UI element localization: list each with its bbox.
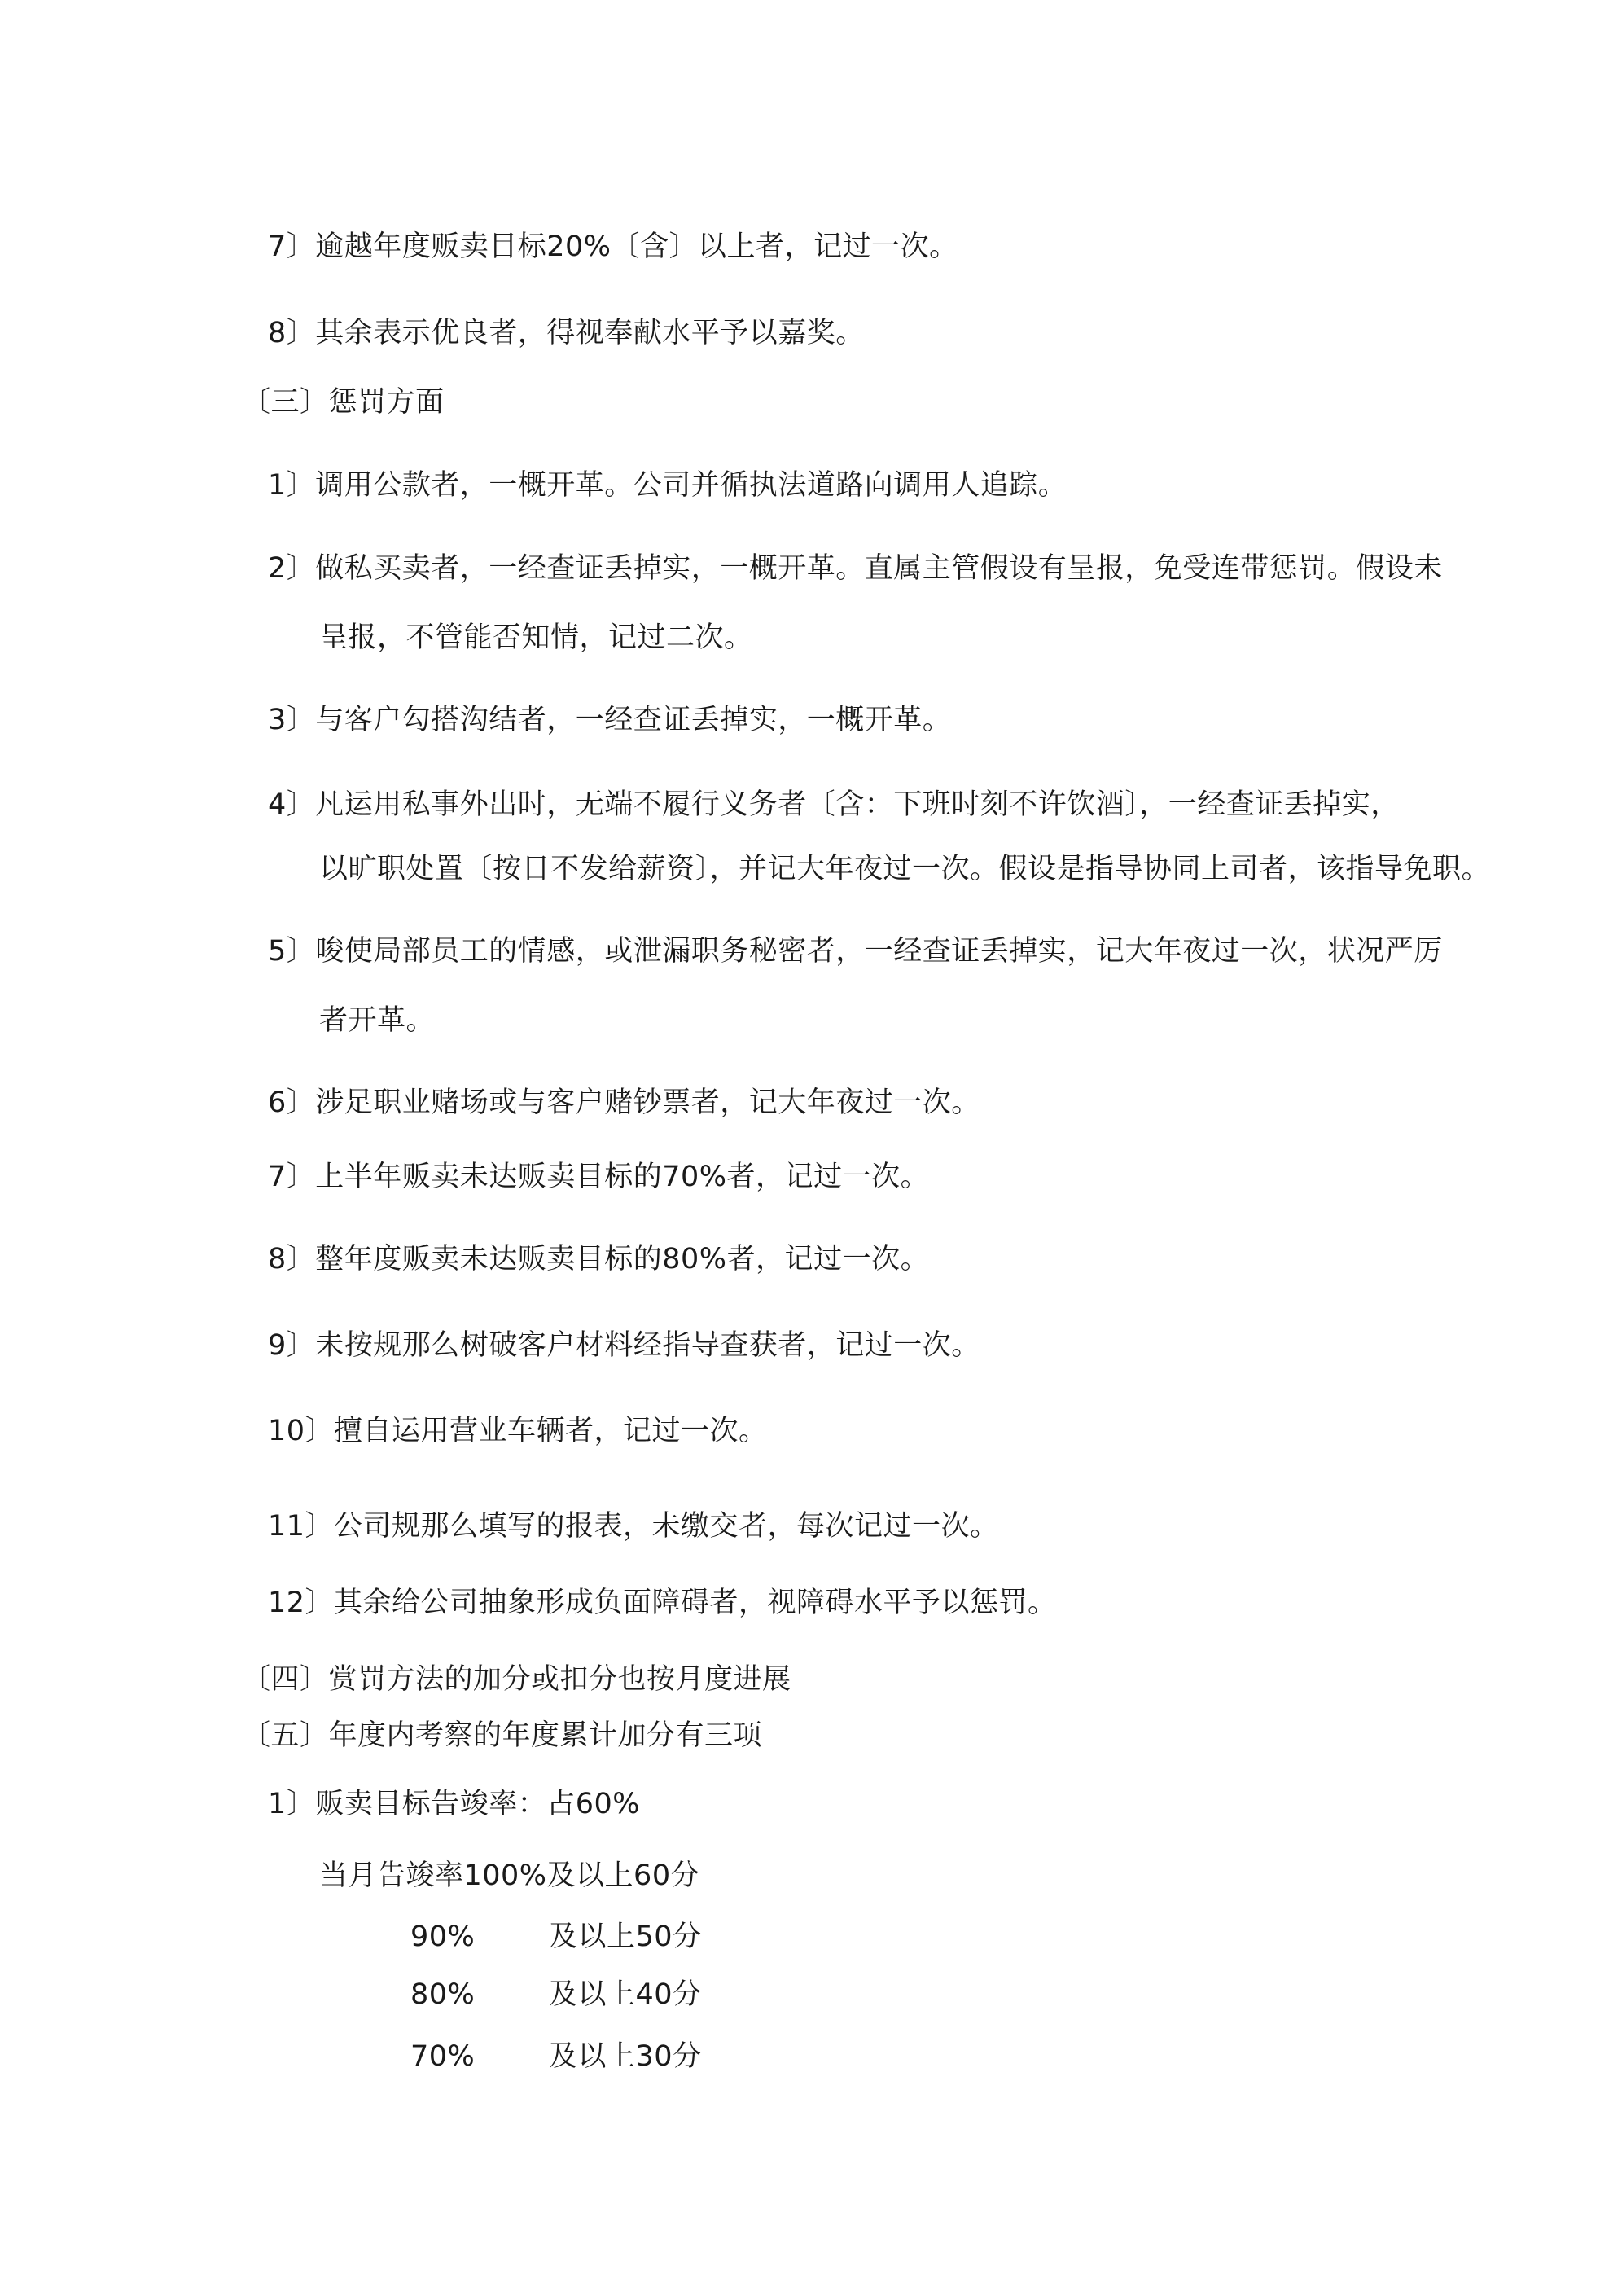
score-table-rate: 90% — [410, 1921, 476, 1953]
penalty-item-2: 2〕做私买卖者，一经查证丢掉实，一概开革。直属主管假设有呈报，免受连带惩罚。假设未 — [268, 552, 1443, 585]
score-table-score: 及以上50分 — [549, 1921, 702, 1953]
penalty-item-2-continued: 呈报，不管能否知情，记过二次。 — [319, 621, 753, 654]
penalty-item-11: 11〕公司规那么填写的报表，未缴交者，每次记过一次。 — [268, 1510, 999, 1543]
score-table-score: 及以上40分 — [549, 1978, 702, 2011]
section-heading-monthly-scoring: 〔四〕赏罚方法的加分或扣分也按月度进展 — [242, 1663, 791, 1696]
penalty-item-10: 10〕擅自运用营业车辆者，记过一次。 — [268, 1415, 768, 1447]
penalty-item-5: 5〕唆使局部员工的情感，或泄漏职务秘密者，一经查证丢掉实，记大年夜过一次，状况严厉 — [268, 935, 1443, 968]
penalty-item-9: 9〕未按规那么树破客户材料经指导查获者，记过一次。 — [268, 1329, 980, 1362]
score-table-rate: 80% — [410, 1978, 476, 2011]
penalty-item-1: 1〕调用公款者，一概开革。公司并循执法道路向调用人追踪。 — [268, 469, 1067, 502]
score-table-rate: 70% — [410, 2040, 476, 2073]
penalty-item-12: 12〕其余给公司抽象形成负面障碍者，视障碍水平予以惩罚。 — [268, 1587, 1057, 1619]
reward-item-7: 7〕逾越年度贩卖目标20%〔含〕以上者，记过一次。 — [268, 230, 958, 263]
penalty-item-6: 6〕涉足职业赌场或与客户赌钞票者，记大年夜过一次。 — [268, 1087, 980, 1119]
scoring-item-1: 1〕贩卖目标告竣率：占60% — [268, 1788, 641, 1820]
penalty-item-8: 8〕整年度贩卖未达贩卖目标的80%者，记过一次。 — [268, 1243, 930, 1275]
section-heading-annual-scoring: 〔五〕年度内考察的年度累计加分有三项 — [242, 1719, 763, 1752]
penalty-item-3: 3〕与客户勾搭沟结者，一经查证丢掉实，一概开革。 — [268, 704, 952, 736]
score-table-score: 及以上30分 — [549, 2040, 702, 2073]
penalty-item-5-continued: 者开革。 — [319, 1004, 436, 1037]
penalty-item-7: 7〕上半年贩卖未达贩卖目标的70%者，记过一次。 — [268, 1161, 930, 1193]
penalty-item-4-continued: 以旷职处置〔按日不发给薪资〕，并记大年夜过一次。假设是指导协同上司者，该指导免职。 — [319, 853, 1491, 885]
penalty-item-4: 4〕凡运用私事外出时，无端不履行义务者〔含：下班时刻不许饮酒〕，一经查证丢掉实， — [268, 788, 1400, 821]
reward-item-8: 8〕其余表示优良者，得视奉献水平予以嘉奖。 — [268, 317, 865, 349]
score-row-100: 当月告竣率100%及以上60分 — [319, 1859, 700, 1892]
section-heading-penalties: 〔三〕惩罚方面 — [242, 386, 445, 419]
